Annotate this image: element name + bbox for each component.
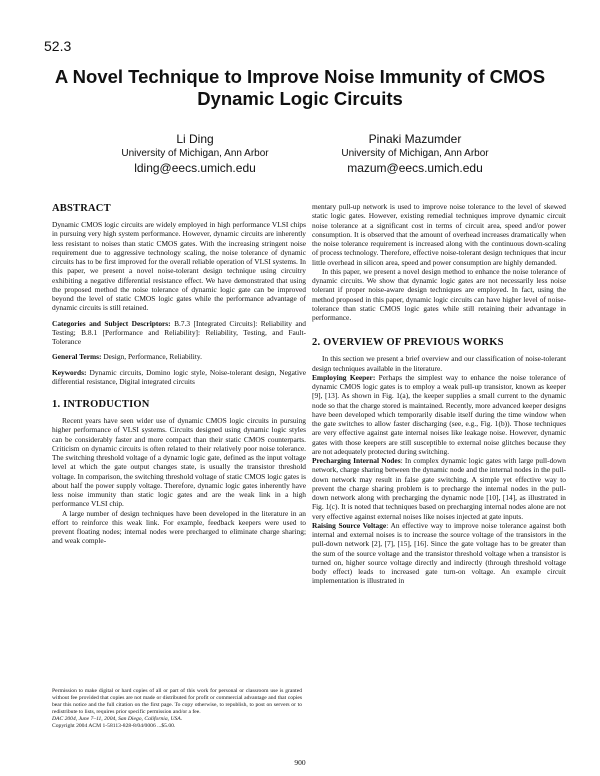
section2-intro: In this section we present a brief overview and our classification of noise-tolerant design techniques available in the literature. [312, 354, 566, 373]
precharge-label: Precharging Internal Nodes [312, 456, 401, 465]
keywords-label: Keywords: [52, 367, 87, 377]
general-terms-text: Design, Performance, Reliability. [101, 352, 202, 362]
section2-heading: 2. OVERVIEW OF PREVIOUS WORKS [312, 337, 504, 349]
author-name: Pinaki Mazumder [368, 132, 462, 146]
precharge-paragraph [312, 456, 566, 521]
keywords-paragraph [52, 368, 306, 387]
author-affiliation: University of Michigan, Ann Arbor [341, 148, 489, 159]
intro-heading: 1. INTRODUCTION [52, 399, 150, 410]
author-affiliation: University of Michigan, Ann Arbor [121, 148, 269, 159]
source-voltage-text: : An effective way to improve noise tolerance against both internal and external noises is to increase the source voltage of the transistors in the pull-down network [2], [7], [15], [16]. Since the gate voltage has to be greater than the sum of the source voltage and the transistor threshold voltage when a transistor is turned on, higher source voltage directly and indirectly (through threshold voltage body effect) leads to increased gate turn-on voltage. An example circuit implementation is illustrated in [312, 520, 567, 586]
keeper-label: Employing Keeper: [312, 372, 376, 382]
keywords-text: Dynamic circuits, Domino logic style, Noise-tolerant design, Negative differential resistance, Digital integrated circuits [52, 367, 306, 386]
source-voltage-label: Raising Source Voltage [312, 520, 387, 530]
general-terms-paragraph [52, 352, 306, 361]
left-column [52, 202, 306, 546]
right-column [312, 202, 566, 586]
copyright-footnote [52, 688, 302, 730]
author-name: Li Ding [176, 132, 214, 146]
right-paragraph-1: mentary pull-up network is used to improve noise tolerance to the level of skewed static logic gates. However, existing remedial techniques improve dynamic circuit noise tolerance at a significant cost in terms of circuit area, speed and/or power consumption. It is observed that the amount of overhead increases dramatically when the noise tolerance requirement is increased along with the continuous down-scaling of process technology. Therefore, effective noise-tolerant design techniques that incur little overhead in silicon area, speed and power consumption are highly demanded. [312, 202, 566, 267]
keeper-text: Perhaps the simplest way to enhance the noise tolerance of dynamic CMOS logic gates is to employ a weak pull-up transistor, known as keeper [9], [13]. As shown in Fig. 1(a), the keeper supplies a small current to the dynamic node so that the charge stored is maintained. Recently, more advanced keeper designs have been developed which temporarily disable itself during the time window when the gate switches to allow faster discharging (see, e.g., Fig. 1(b)). Those techniques are very effective against gate internal noises like leakage noise. However, dynamic gates with those keepers are still susceptible to external noise glitches because they are not adequately protected during switching. [312, 372, 566, 456]
abstract-heading: ABSTRACT [52, 203, 111, 214]
abstract-text: Dynamic CMOS logic circuits are widely employed in high performance VLSI chips in pursuing very high system performance. However, dynamic circuits are inherently less resistant to noises than static CMOS gates. With the increasing stringent noise requirement due to aggressive technology scaling, the noise tolerance of dynamic circuits has to be first improved for the overall reliable operation of VLSI systems. In this paper, we present a novel noise-tolerant design technique using circuitry exhibiting a negative differential resistance effect. We have demonstrated that using the proposed method the noise tolerance of dynamic logic gate can be improved beyond the level of static CMOS logic gates while the performance advantage of dynamic circuits is still retained. [52, 220, 306, 313]
copyright-line: Copyright 2004 ACM 1-58113-828-8/04/0006 ...$5.00. [52, 723, 176, 729]
source-voltage-paragraph [312, 521, 566, 586]
precharge-text: : In complex dynamic logic gates with large pull-down network, charge sharing between the dynamic node and the internal nodes in the pull-down network may result in false gate switching. A simple yet effective way to prevent the charge sharing problem is to precharge the internal nodes in the pull-down network along with precharging the dynamic node [10], [14], as illustrated in Fig. 1(c). It is noted that techniques based on precharging internal nodes alone are not very effective against external noises like noises injected at gate inputs. [312, 456, 566, 521]
right-paragraph-2: In this paper, we present a novel design method to enhance the noise tolerance of dynamic circuits. We show that dynamic logic gates are not necessarily less noise tolerant if proper noise-aware design techniques are employed. In fact, using the method proposed in this paper, dynamic logic circuits can have higher level of noise-tolerance than static CMOS logic gates while still retaining their advantage in performance. [312, 266, 566, 322]
intro-paragraph-1: Recent years have seen wider use of dynamic CMOS logic circuits in pursuing higher performance of VLSI systems. Circuits designed using dynamic logic styles can be considerably faster and more compact than their static CMOS counterparts. Criticism on dynamic circuits is often related to their relatively poor noise tolerance. The switching threshold voltage of a dynamic logic gate, defined as the input voltage level at which the gate output changes state, is usually the transistor threshold voltage. In comparison, the switching threshold voltage of static CMOS logic gates is about half the power supply voltage. Therefore, dynamic logic gates inherently have less noise immunity than static logic gates and are the weak link in a high performance VLSI chip. [52, 416, 306, 509]
categories-paragraph [52, 319, 306, 347]
author-block-1 [75, 132, 315, 176]
permission-text: Permission to make digital or hard copies of all or part of this work for personal or classroom use is granted without fee provided that copies are not made or distributed for profit or commercial advantage and that copies bear this notice and the full citation on the first page. To copy otherwise, to republish, to post on servers or to redistribute to lists, requires prior specific permission and/or a fee. [52, 688, 302, 715]
author-email: lding@eecs.umich.edu [134, 161, 256, 175]
page-number: 900 [294, 758, 306, 767]
session-number: 52.3 [44, 38, 72, 54]
categories-label: Categories and Subject Descriptors: [52, 318, 171, 328]
intro-paragraph-2: A large number of design techniques have been developed in the literature in an effort to reinforce this weak link. For example, feedback keepers were used to prevent floating nodes; internal nodes were precharged to eliminate charge sharing; and weak comple- [52, 508, 306, 546]
keeper-paragraph [312, 373, 566, 456]
paper-title: A Novel Technique to Improve Noise Immunity of CMOS Dynamic Logic Circuits [54, 66, 546, 109]
conference-line: DAC 2004, June 7–11, 2004, San Diego, California, USA. [52, 716, 183, 722]
author-block-2 [295, 132, 535, 176]
categories-text: B.7.3 [Integrated Circuits]: Reliability and Testing; B.8.1 [Performance and Reliability]: Reliability, Testing, and Fault-Tolerance [52, 318, 306, 346]
general-terms-label: General Terms: [52, 352, 102, 362]
author-email: mazum@eecs.umich.edu [347, 161, 483, 175]
